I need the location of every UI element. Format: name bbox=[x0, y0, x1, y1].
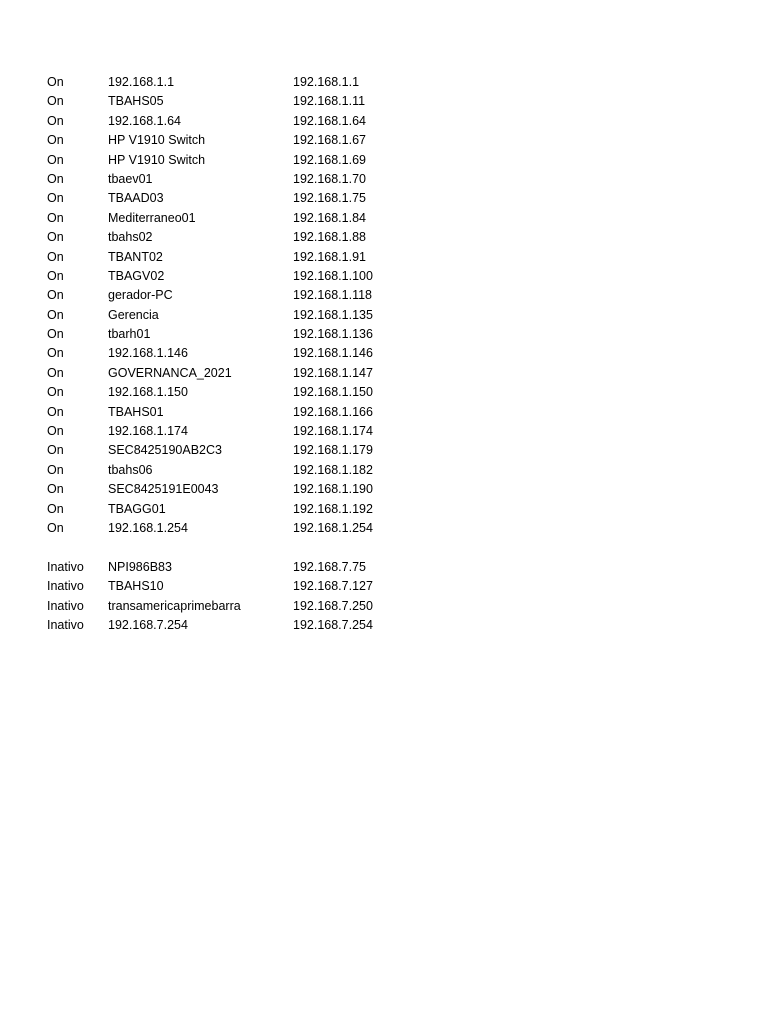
status-cell: On bbox=[47, 385, 64, 400]
ip-address-cell: 192.168.1.1 bbox=[293, 75, 360, 89]
hostname-cell: NPI986B83 bbox=[108, 559, 172, 574]
ip-address-cell: 192.168.1.100 bbox=[293, 268, 373, 283]
status-cell: On bbox=[47, 462, 64, 477]
table-row bbox=[47, 248, 447, 267]
status-cell: On bbox=[47, 133, 64, 148]
hostname-cell: TBANT02 bbox=[108, 249, 163, 264]
hostname-cell: gerador-PC bbox=[108, 288, 173, 303]
ip-address-cell: 192.168.1.192 bbox=[293, 501, 373, 516]
table-row bbox=[47, 441, 447, 460]
status-cell: On bbox=[47, 482, 64, 497]
status-cell: On bbox=[47, 501, 64, 516]
ip-address-cell: 192.168.7.127 bbox=[293, 579, 373, 594]
host-table bbox=[47, 73, 447, 635]
hostname-cell: 192.168.7.254 bbox=[108, 617, 188, 632]
table-row bbox=[47, 616, 447, 635]
hostname-cell: transamericaprimebarra bbox=[108, 598, 241, 613]
status-cell: On bbox=[47, 210, 64, 225]
status-cell: On bbox=[47, 171, 64, 186]
status-cell: On bbox=[47, 191, 64, 206]
ip-address-cell: 192.168.1.190 bbox=[293, 482, 373, 497]
table-row bbox=[47, 364, 447, 383]
table-row bbox=[47, 383, 447, 402]
ip-address-cell: 192.168.7.250 bbox=[293, 598, 373, 613]
hostname-cell: tbarh01 bbox=[108, 327, 151, 342]
hostname-cell: tbahs06 bbox=[108, 462, 153, 477]
group-separator bbox=[47, 538, 447, 557]
hostname-cell: HP V1910 Switch bbox=[108, 152, 206, 167]
status-cell: On bbox=[47, 424, 64, 439]
table-row bbox=[47, 151, 447, 170]
hostname-cell: tbaev01 bbox=[108, 171, 153, 186]
table-row bbox=[47, 422, 447, 441]
status-cell: Inativo bbox=[47, 559, 84, 574]
status-cell: On bbox=[47, 443, 64, 458]
ip-address-cell: 192.168.1.146 bbox=[293, 346, 373, 361]
ip-address-cell: 192.168.1.91 bbox=[293, 249, 366, 264]
hostname-cell: TBAHS01 bbox=[108, 404, 164, 419]
hostname-cell: 192.168.1.146 bbox=[108, 346, 188, 361]
hostname-cell: TBAGV02 bbox=[108, 268, 165, 283]
status-cell: On bbox=[47, 230, 64, 245]
hostname-cell: TBAHS05 bbox=[108, 94, 164, 109]
hostname-cell: Mediterraneo01 bbox=[108, 210, 196, 225]
table-row bbox=[47, 403, 447, 422]
hostname-cell: GOVERNANCA_2021 bbox=[108, 365, 232, 380]
table-row bbox=[47, 267, 447, 286]
table-row bbox=[47, 306, 447, 325]
status-cell: On bbox=[47, 268, 64, 283]
status-cell: On bbox=[47, 249, 64, 264]
ip-address-cell: 192.168.1.135 bbox=[293, 307, 373, 322]
hostname-cell: TBAGG01 bbox=[108, 501, 166, 516]
table-row bbox=[47, 344, 447, 363]
table-row bbox=[47, 189, 447, 208]
table-row bbox=[47, 131, 447, 150]
status-cell: On bbox=[47, 520, 64, 535]
ip-address-cell: 192.168.1.179 bbox=[293, 443, 373, 458]
status-cell: Inativo bbox=[47, 579, 84, 594]
hostname-cell: TBAAD03 bbox=[108, 191, 164, 206]
table-row bbox=[47, 209, 447, 228]
table-row bbox=[47, 461, 447, 480]
ip-address-cell: 192.168.1.147 bbox=[293, 365, 373, 380]
ip-address-cell: 192.168.1.150 bbox=[293, 385, 373, 400]
ip-address-cell: 192.168.7.75 bbox=[293, 559, 366, 574]
hostname-cell: Gerencia bbox=[108, 307, 159, 322]
hostname-cell: TBAHS10 bbox=[108, 579, 164, 594]
table-row bbox=[47, 73, 447, 92]
ip-address-cell: 192.168.1.84 bbox=[293, 210, 366, 225]
table-row bbox=[47, 597, 447, 616]
hostname-cell: 192.168.1.1 bbox=[108, 75, 175, 89]
status-cell: On bbox=[47, 346, 64, 361]
table-row bbox=[47, 286, 447, 305]
ip-address-cell: 192.168.1.11 bbox=[293, 94, 366, 109]
table-row bbox=[47, 170, 447, 189]
status-cell: On bbox=[47, 327, 64, 342]
ip-address-cell: 192.168.1.64 bbox=[293, 113, 366, 128]
ip-address-cell: 192.168.1.166 bbox=[293, 404, 373, 419]
status-cell: On bbox=[47, 75, 64, 89]
hostname-cell: 192.168.1.150 bbox=[108, 385, 188, 400]
table-row bbox=[47, 112, 447, 131]
status-cell: On bbox=[47, 152, 64, 167]
table-row bbox=[47, 577, 447, 596]
status-cell: On bbox=[47, 307, 64, 322]
ip-address-cell: 192.168.1.75 bbox=[293, 191, 366, 206]
status-cell: Inativo bbox=[47, 598, 84, 613]
ip-address-cell: 192.168.1.118 bbox=[293, 288, 373, 303]
inactive-hosts-group bbox=[47, 558, 447, 636]
table-row bbox=[47, 228, 447, 247]
ip-address-cell: 192.168.1.67 bbox=[293, 133, 366, 148]
table-row bbox=[47, 480, 447, 499]
status-cell: On bbox=[47, 365, 64, 380]
table-row bbox=[47, 500, 447, 519]
hostname-cell: 192.168.1.64 bbox=[108, 113, 181, 128]
ip-address-cell: 192.168.1.174 bbox=[293, 424, 373, 439]
hostname-cell: 192.168.1.254 bbox=[108, 520, 188, 535]
hostname-cell: SEC8425191E0043 bbox=[108, 482, 219, 497]
hostname-cell: HP V1910 Switch bbox=[108, 133, 206, 148]
hostname-cell: tbahs02 bbox=[108, 230, 153, 245]
status-cell: On bbox=[47, 113, 64, 128]
table-row bbox=[47, 325, 447, 344]
active-hosts-group bbox=[47, 73, 447, 538]
status-cell: Inativo bbox=[47, 617, 84, 632]
ip-address-cell: 192.168.1.136 bbox=[293, 327, 373, 342]
status-cell: On bbox=[47, 288, 64, 303]
ip-address-cell: 192.168.1.70 bbox=[293, 171, 366, 186]
hostname-cell: 192.168.1.174 bbox=[108, 424, 188, 439]
ip-address-cell: 192.168.1.69 bbox=[293, 152, 366, 167]
status-cell: On bbox=[47, 94, 64, 109]
ip-address-cell: 192.168.1.88 bbox=[293, 230, 366, 245]
ip-address-cell: 192.168.1.254 bbox=[293, 520, 373, 535]
ip-address-cell: 192.168.1.182 bbox=[293, 462, 373, 477]
status-cell: On bbox=[47, 404, 64, 419]
table-row bbox=[47, 519, 447, 538]
table-row bbox=[47, 558, 447, 577]
hostname-cell: SEC8425190AB2C3 bbox=[108, 443, 222, 458]
ip-address-cell: 192.168.7.254 bbox=[293, 617, 373, 632]
table-row bbox=[47, 92, 447, 111]
